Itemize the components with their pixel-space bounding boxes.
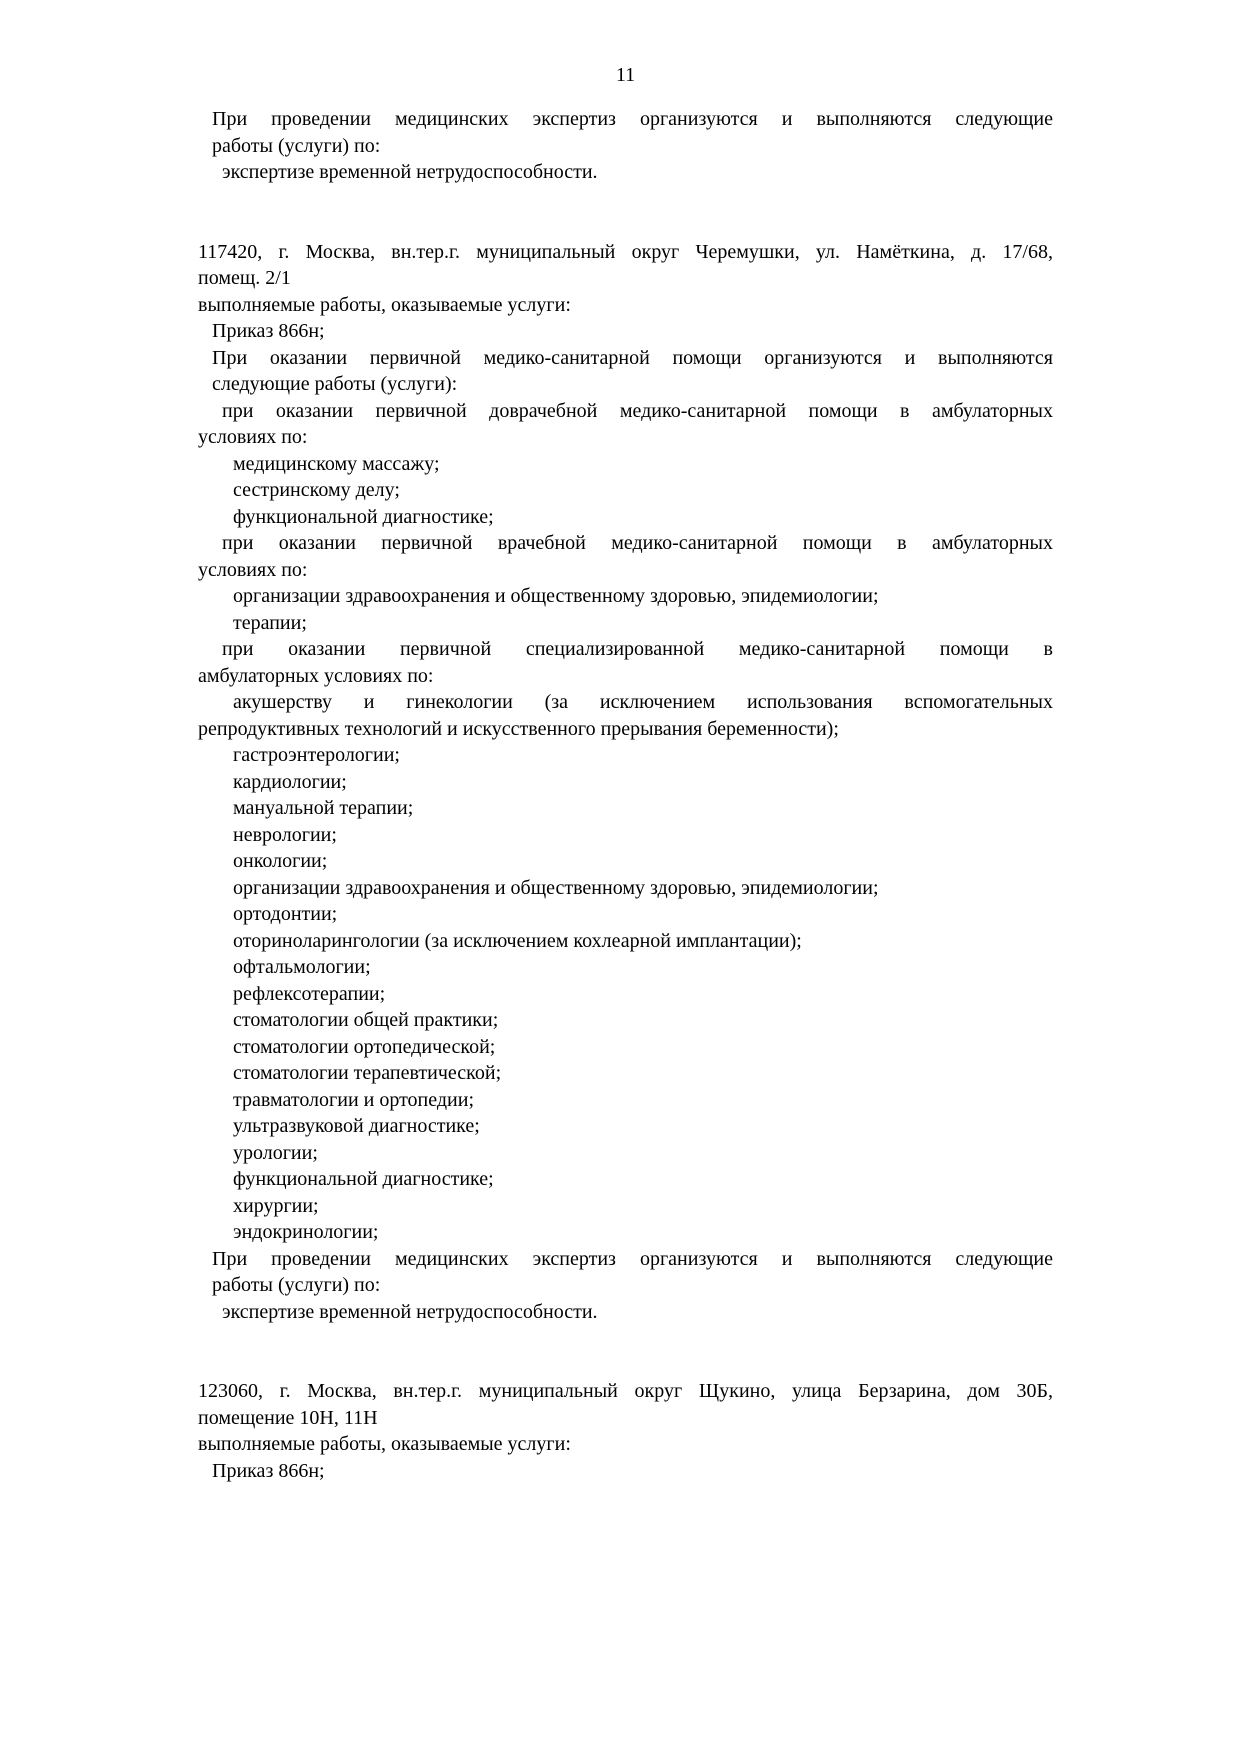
document-line: При оказании первичной медико-санитарной помощи организуются и выполняются [212,346,1053,369]
document-line: терапии; [233,611,307,634]
document-line: Приказ 866н; [212,1459,325,1482]
blank-line [198,186,1053,213]
document-line: организации здравоохранения и общественному здоровью, эпидемиологии; [233,876,879,899]
document-line: неврологии; [233,823,337,846]
document-line: ортодонтии; [233,903,338,925]
document-line: условиях по: [198,558,308,581]
document-line: При проведении медицинских экспертиз организуются и выполняются следующие [212,1247,1053,1270]
document-line: при оказании первичной доврачебной медико-санитарной помощи в амбулаторных [222,399,1053,422]
document-line: акушерству и гинекологии (за исключением использования вспомогательных [233,691,1053,713]
document-line: хирургии; [233,1194,319,1217]
document-line: мануальной терапии; [233,797,414,819]
document-line: экспертизе временной нетрудоспособности. [222,1300,598,1323]
document-line: при оказании первичной врачебной медико-санитарной помощи в амбулаторных [222,532,1053,554]
document-line: функциональной диагностике; [233,1168,494,1190]
document-line: помещение 10Н, 11Н [198,1406,378,1429]
document-line: урологии; [233,1141,318,1164]
document-line: работы (услуги) по: [212,134,381,157]
document-line: помещ. 2/1 [198,267,291,289]
document-line: 117420, г. Москва, вн.тер.г. муниципальный округ Черемушки, ул. Намёткина, д. 17/68, [198,240,1053,263]
document-line: рефлексотерапии; [233,982,386,1005]
document-line: выполняемые работы, оказываемые услуги: [198,1433,571,1455]
blank-line [198,1352,1053,1379]
document-line: следующие работы (услуги): [212,373,458,395]
document-line: гастроэнтерологии; [233,744,400,766]
document-line: эндокринологии; [233,1221,379,1243]
page-number: 11 [615,64,636,86]
document-line: травматологии и ортопедии; [233,1088,475,1111]
document-line: медицинскому массажу; [233,452,440,475]
blank-line [198,1325,1053,1352]
document-line: стоматологии ортопедической; [233,1035,496,1058]
document-line: кардиологии; [233,770,347,793]
document-line: стоматологии общей практики; [233,1009,499,1031]
document-line: сестринскому делу; [233,479,400,501]
document-line: при оказании первичной специализированной медико-санитарной помощи в [222,638,1053,660]
document-line: стоматологии терапевтической; [233,1062,502,1084]
document-line: 123060, г. Москва, вн.тер.г. муниципальный округ Щукино, улица Берзарина, дом 30Б, [198,1380,1053,1402]
document-line: выполняемые работы, оказываемые услуги: [198,293,571,316]
document-line: функциональной диагностике; [233,505,494,528]
document-line: ультразвуковой диагностике; [233,1115,480,1137]
document-line: организации здравоохранения и общественному здоровью, эпидемиологии; [233,585,879,607]
document-line: При проведении медицинских экспертиз организуются и выполняются следующие [212,108,1053,130]
document-line: репродуктивных технологий и искусственного прерывания беременности); [198,717,839,740]
document-line: условиях по: [198,426,308,448]
document-line: работы (услуги) по: [212,1274,381,1296]
document-line: офтальмологии; [233,956,371,978]
document-line: амбулаторных условиях по: [198,664,434,687]
document-line: оториноларингологии (за исключением кохлеарной имплантации); [233,929,802,952]
document-line: онкологии; [233,850,328,872]
blank-line [198,212,1053,239]
document-line: Приказ 866н; [212,320,325,342]
document-line: экспертизе временной нетрудоспособности. [222,161,598,183]
document-body [198,106,1053,1484]
